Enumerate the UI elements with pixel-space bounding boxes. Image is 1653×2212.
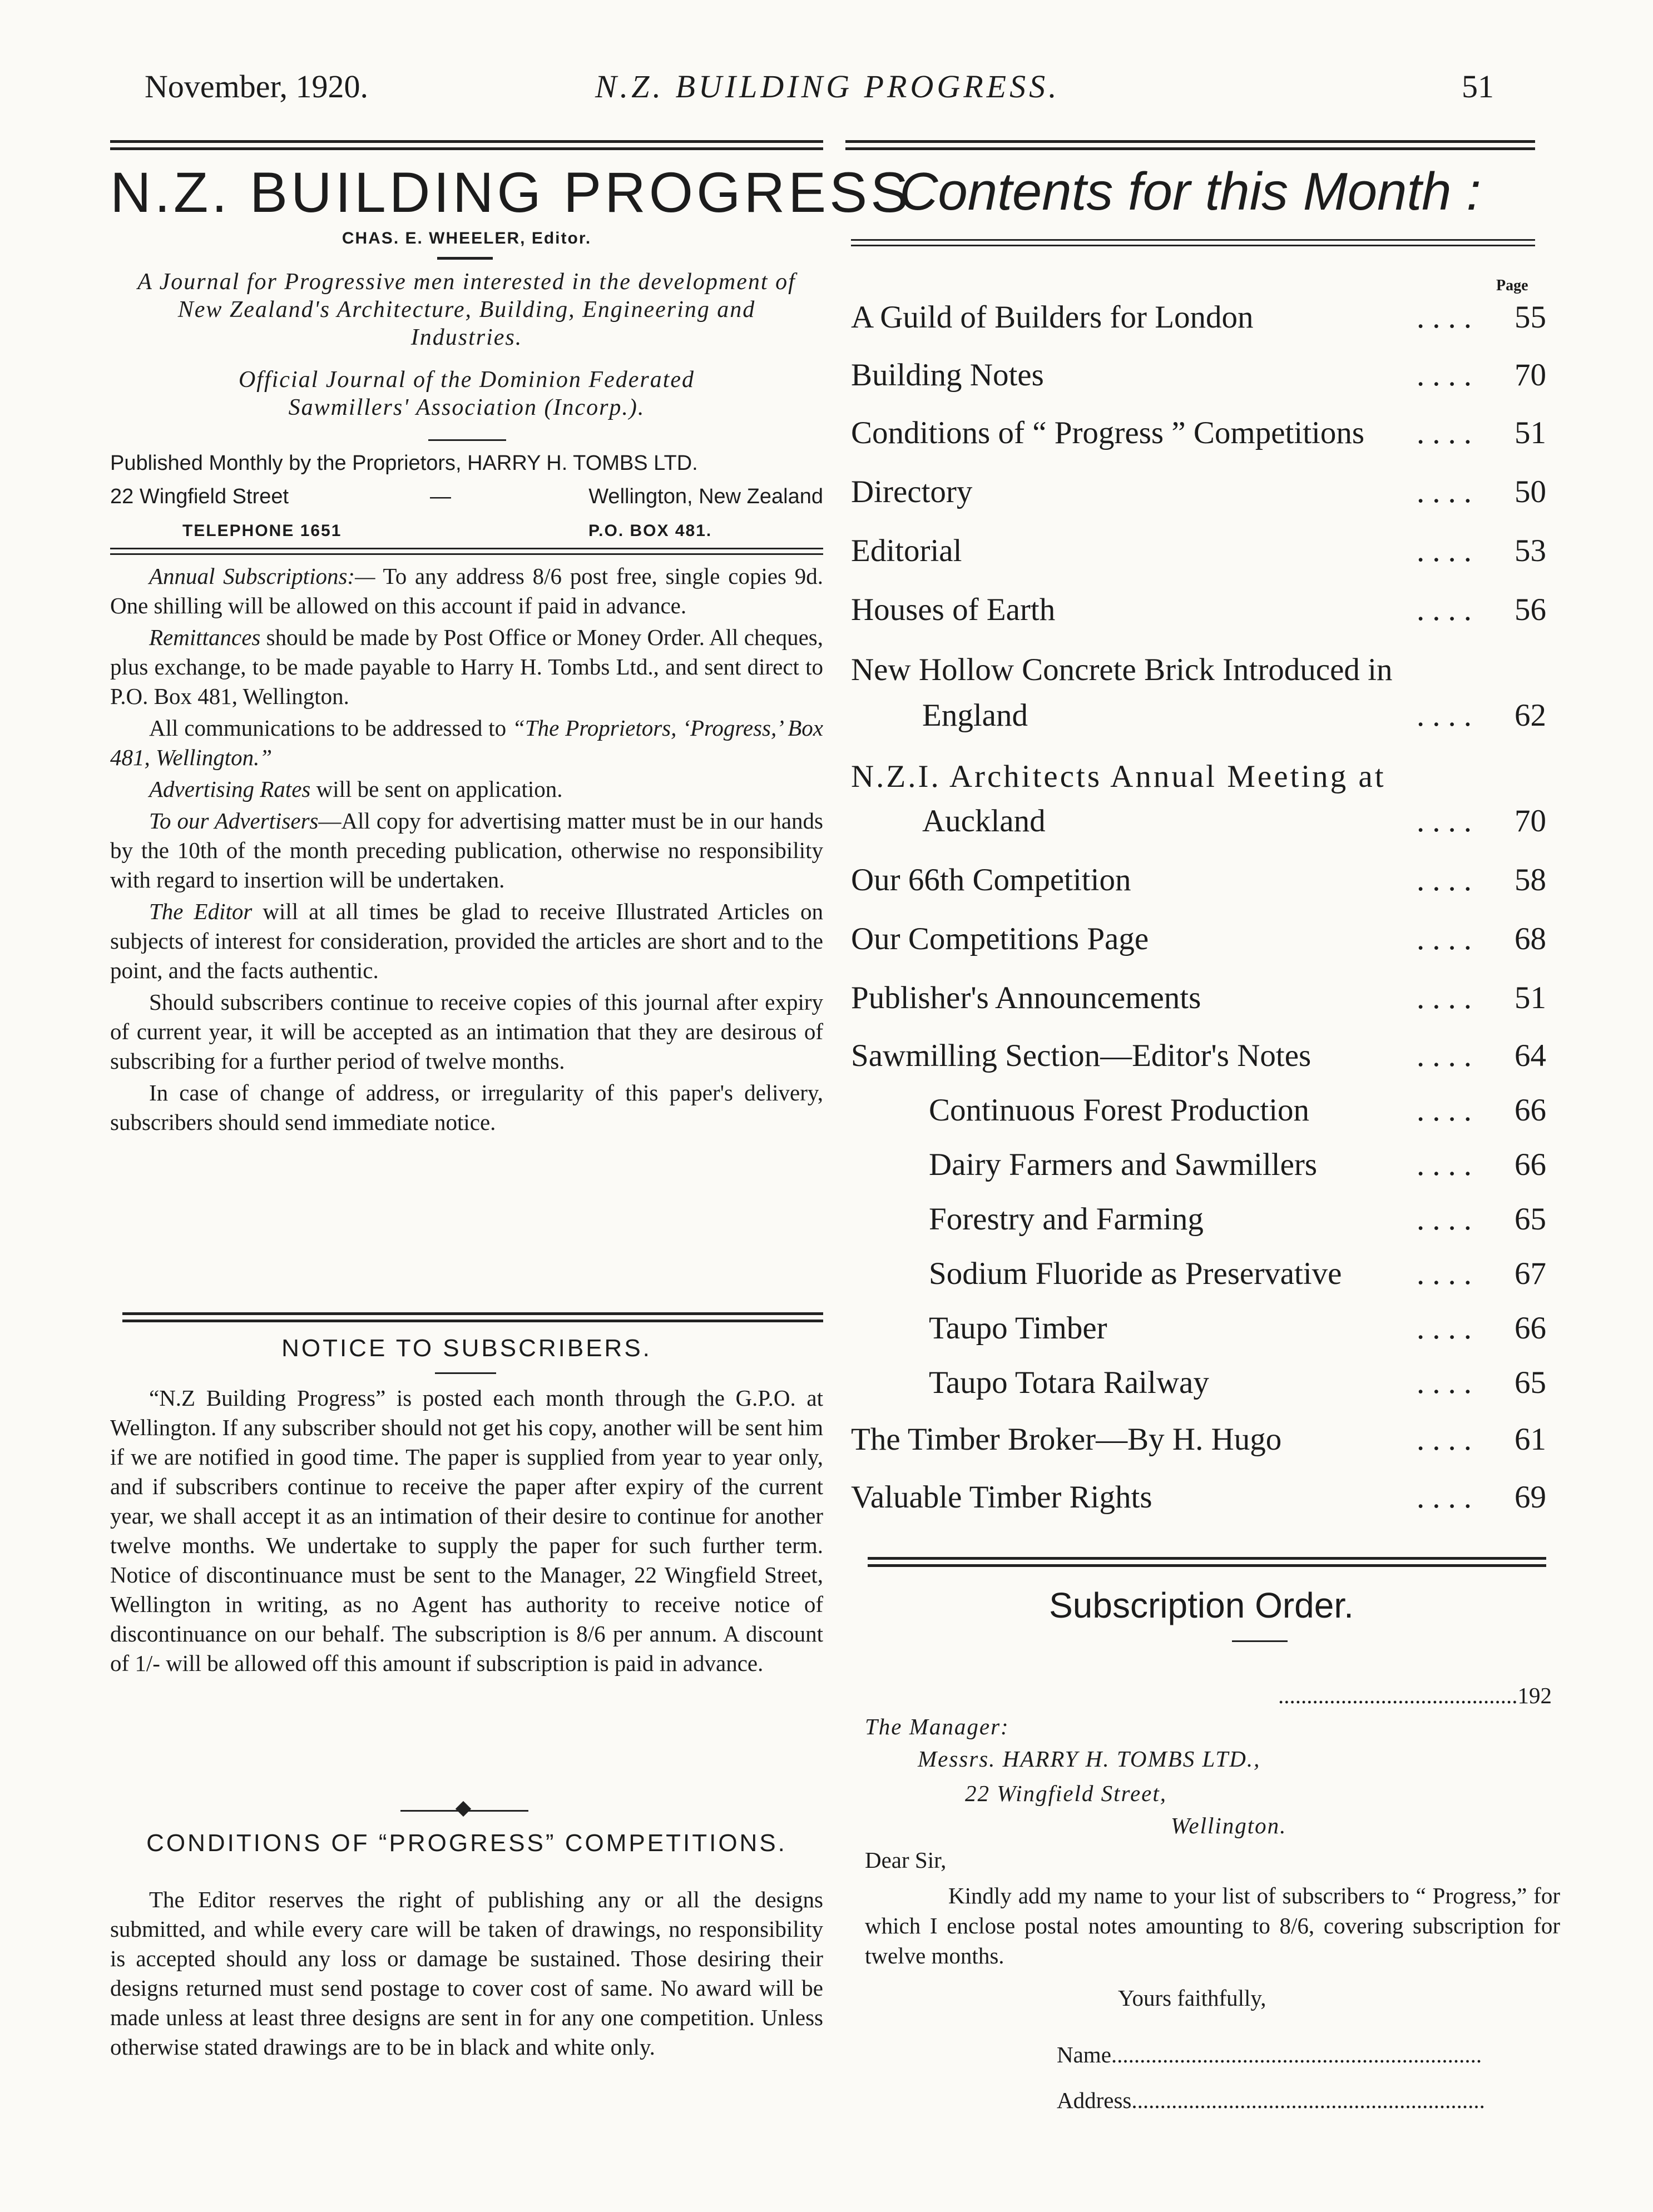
toc-title: Our Competitions Page <box>851 921 1149 956</box>
toc-page: 66 <box>1515 1311 1546 1346</box>
closing: Yours faithfully, <box>1118 1985 1266 2011</box>
toc-item <box>851 1256 1546 1295</box>
subscription-info <box>110 562 823 1139</box>
toc-page: 53 <box>1515 533 1546 568</box>
toc-leader: .... <box>1417 474 1479 509</box>
toc-page: 66 <box>1515 1147 1546 1182</box>
toc-leader: .... <box>1417 1480 1479 1515</box>
addressee-firm-text: Messrs. HARRY H. TOMBS LTD., <box>918 1746 1261 1772</box>
toc-leader: .... <box>1417 1147 1479 1182</box>
toc-item <box>851 299 1546 338</box>
toc-item <box>851 652 1546 691</box>
page-number: 51 <box>1462 68 1494 105</box>
toc-leader: .... <box>1417 1093 1479 1128</box>
toc-leader: .... <box>1417 862 1479 897</box>
toc-title: Houses of Earth <box>851 592 1056 627</box>
toc-page: 55 <box>1515 300 1546 335</box>
short-rule <box>437 257 493 260</box>
contents-title-rule <box>851 245 1535 246</box>
toc-page: 50 <box>1515 474 1546 509</box>
comm-address: “The Proprietors, ‘Progress,’ Box 481, Wellington.” <box>110 715 823 770</box>
toc-item <box>851 1038 1546 1077</box>
toc-item <box>851 921 1546 960</box>
toc-leader: .... <box>1417 1256 1479 1291</box>
issue-date: November, 1920. <box>145 68 368 105</box>
toc-page: 67 <box>1515 1256 1546 1291</box>
toc-item <box>851 1365 1546 1403</box>
toc-page: 68 <box>1515 921 1546 956</box>
contents-top-rule <box>845 140 1535 150</box>
name-field[interactable]: Name................................................................. <box>1057 2042 1482 2067</box>
toc-leader: .... <box>1417 415 1479 450</box>
toc-title: Taupo Totara Railway <box>929 1365 1209 1400</box>
remit-label: Remittances <box>149 624 261 650</box>
toc-title: N.Z.I. Architects Annual Meeting at <box>851 759 1386 794</box>
toc-leader: .... <box>1417 358 1479 393</box>
toc-title: Dairy Farmers and Sawmillers <box>929 1147 1318 1182</box>
subscription-top-rule <box>868 1557 1546 1567</box>
toc-page: 66 <box>1515 1093 1546 1128</box>
toc-title: Continuous Forest Production <box>929 1093 1310 1128</box>
toc-item <box>851 592 1546 631</box>
toc-title: Sawmilling Section—Editor's Notes <box>851 1038 1311 1073</box>
toc-item <box>851 803 1546 842</box>
toc-page: 62 <box>1515 698 1546 733</box>
toc-title: Publisher's Announcements <box>851 980 1201 1015</box>
subscription-title: Subscription Order. <box>1049 1585 1354 1625</box>
toc-item <box>851 980 1546 1019</box>
toc-title: Conditions of “ Progress ” Competitions <box>851 415 1365 450</box>
to-advertisers-label: To our Advertisers <box>149 808 319 834</box>
editor-credit: CHAS. E. WHEELER, Editor. <box>342 229 592 247</box>
comm-text: All communications to be addressed to <box>149 715 513 741</box>
conditions-text: The Editor reserves the right of publishing any or all the designs submitted, and while every care will be taken of drawings, no responsibility is accepted should any loss or damage be sustained. Those desiring their designs returned must send postage to cover cost of same. No award will be made unless at least three designs are sent in for any one competition. Unless otherwise stated drawings are to be in black and white only. <box>110 1887 823 2060</box>
toc-item <box>851 862 1546 901</box>
toc-title: The Timber Broker—By H. Hugo <box>851 1422 1282 1457</box>
page-column-label: Page <box>1496 277 1528 294</box>
toc-item <box>851 758 1546 797</box>
toc-item <box>851 1147 1546 1186</box>
toc-page: 64 <box>1515 1038 1546 1073</box>
toc-page: 65 <box>1515 1202 1546 1237</box>
conditions-title: CONDITIONS OF “PROGRESS” COMPETITIONS. <box>146 1829 787 1857</box>
editor-text: will at all times be glad to receive Illustrated Articles on subjects of interest for consideration, provided the articles are short and to the point, and the facts authentic. <box>110 899 823 983</box>
addressee-label-text: The Manager: <box>865 1714 1009 1739</box>
adv-text: will be sent on application. <box>310 776 563 802</box>
toc-title: Auckland <box>922 804 1046 839</box>
addressee-street-text: 22 Wingfield Street, <box>965 1780 1167 1806</box>
toc-item <box>851 1479 1546 1518</box>
address-dash: — <box>430 485 451 508</box>
toc-title: New Hollow Concrete Brick Introduced in <box>851 652 1393 687</box>
notice-top-rule <box>122 1312 823 1322</box>
toc-leader: .... <box>1417 533 1479 568</box>
toc-leader: .... <box>1417 300 1479 335</box>
toc-item <box>851 1092 1546 1131</box>
masthead-bottom-rule <box>110 553 823 555</box>
adv-label: Advertising Rates <box>149 776 311 802</box>
toc-leader: .... <box>1417 1365 1479 1400</box>
subs-text: To any address 8/6 post free, single copies 9d. One shilling will be allowed on this account if paid in advance. <box>110 563 823 618</box>
masthead-title: N.Z. BUILDING PROGRESS <box>110 161 912 224</box>
date-line: ..........................................192 <box>1278 1683 1552 1708</box>
addressee-street <box>965 1778 1167 1808</box>
toc-title: A Guild of Builders for London <box>851 300 1254 335</box>
notice-title: NOTICE TO SUBSCRIBERS. <box>281 1335 652 1362</box>
toc-leader: .... <box>1417 592 1479 627</box>
notice-body <box>110 1383 823 1680</box>
toc-page: 51 <box>1515 415 1546 450</box>
conditions-body <box>110 1885 823 2064</box>
address-field[interactable]: Address.............................................................. <box>1057 2087 1485 2113</box>
contents-title-rule <box>851 239 1535 241</box>
toc-title: Taupo Timber <box>929 1311 1107 1346</box>
toc-leader: .... <box>1417 1311 1479 1346</box>
toc-title: England <box>922 698 1028 733</box>
running-header <box>0 68 1653 118</box>
short-rule <box>1232 1640 1288 1642</box>
subscription-body: Kindly add my name to your list of subscribers to “ Progress,” for which I enclose postal notes amounting to 8/6, covering subscription for twelve months. <box>865 1883 1560 1968</box>
to-advertisers-text: —All copy for advertising matter must be in our hands by the 10th of the month preceding publication, otherwise no responsibility with regard to insertion will be undertaken. <box>110 808 823 892</box>
official-journal-line: Official Journal of the Dominion Federated Sawmillers' Association (Incorp.). <box>238 367 695 420</box>
toc-page: 51 <box>1515 980 1546 1015</box>
toc-item <box>851 1201 1546 1240</box>
toc-page: 70 <box>1515 804 1546 839</box>
toc-title: Directory <box>851 474 973 509</box>
addressee-city <box>1171 1811 1286 1841</box>
toc-title: Our 66th Competition <box>851 862 1131 897</box>
remit-text: should be made by Post Office or Money Order. All cheques, plus exchange, to be made payable to Harry H. Tombs Ltd., and sent direct to P.O. Box 481, Wellington. <box>110 624 823 709</box>
toc-leader: .... <box>1417 921 1479 956</box>
address-row <box>110 485 823 509</box>
toc-title: Editorial <box>851 533 962 568</box>
toc-item <box>851 1421 1546 1460</box>
addressee-city-text: Wellington. <box>1171 1813 1287 1838</box>
toc-leader: .... <box>1417 1422 1479 1457</box>
notice-text: “N.Z Building Progress” is posted each month through the G.P.O. at Wellington. If any subscriber should not get his copy, another will be sent him if we are notified in good time. The paper is supplied from year to year only, and if subscribers continue to receive the paper after expiry of the current year, we shall accept it as an intimation of their desire to continue for another twelve months. We undertake to supply the paper for such further term. Notice of discontinuance must be sent to the Manager, 22 Wingfield Street, Wellington in writing, as no Agent has authority to receive notice of discontinuance on our behalf. The subscription is 8/6 per annum. A discount of 1/- will be allowed off this amount if subscription is paid in advance. <box>110 1385 823 1676</box>
change-address-text: In case of change of address, or irregularity of this paper's delivery, subscribers should send immediate notice. <box>110 1080 823 1135</box>
toc-leader: .... <box>1417 1202 1479 1237</box>
addressee-firm <box>918 1744 1260 1774</box>
salutation: Dear Sir, <box>865 1847 947 1873</box>
toc-page: 58 <box>1515 862 1546 897</box>
toc-title: Valuable Timber Rights <box>851 1480 1152 1515</box>
toc-item <box>851 697 1546 736</box>
masthead-top-rule <box>110 140 823 150</box>
short-rule <box>428 439 506 441</box>
toc-page: 69 <box>1515 1480 1546 1515</box>
toc-item <box>851 415 1546 454</box>
toc-leader: .... <box>1417 698 1479 733</box>
toc-title: Forestry and Farming <box>929 1202 1204 1237</box>
toc-item <box>851 474 1546 513</box>
subs-label: Annual Subscriptions:— <box>149 563 375 589</box>
toc-leader: .... <box>1417 804 1479 839</box>
diamond-ornament <box>456 1801 471 1817</box>
magazine-name: N.Z. BUILDING PROGRESS. <box>595 68 1060 105</box>
toc-title: Sodium Fluoride as Preservative <box>929 1256 1342 1291</box>
editor-label: The Editor <box>149 899 253 924</box>
addressee-label <box>865 1712 1009 1742</box>
toc-title: Building Notes <box>851 358 1044 393</box>
toc-leader: .... <box>1417 980 1479 1015</box>
toc-item <box>851 533 1546 572</box>
toc-item <box>851 357 1546 396</box>
masthead-bottom-rule <box>110 548 823 549</box>
toc-page: 56 <box>1515 592 1546 627</box>
city-address: Wellington, New Zealand <box>588 485 823 508</box>
contents-title: Contents for this Month : <box>899 162 1481 221</box>
publisher-line: Published Monthly by the Proprietors, HARRY H. TOMBS LTD. <box>110 452 698 475</box>
po-box: P.O. BOX 481. <box>588 522 712 540</box>
toc-page: 70 <box>1515 358 1546 393</box>
short-rule <box>435 1372 496 1374</box>
toc-page: 65 <box>1515 1365 1546 1400</box>
journal-tagline: A Journal for Progressive men interested in the development of New Zealand's Architecture, Building, Engineering and Industries. <box>137 269 796 350</box>
telephone: TELEPHONE 1651 <box>182 522 342 540</box>
toc-leader: .... <box>1417 1038 1479 1073</box>
toc-page: 61 <box>1515 1422 1546 1457</box>
renewal-text: Should subscribers continue to receive copies of this journal after expiry of current year, it will be accepted as an intimation that they are desirous of subscribing for a further period of twelve months. <box>110 989 823 1074</box>
toc-item <box>851 1310 1546 1349</box>
street-address: 22 Wingfield Street <box>110 485 289 508</box>
